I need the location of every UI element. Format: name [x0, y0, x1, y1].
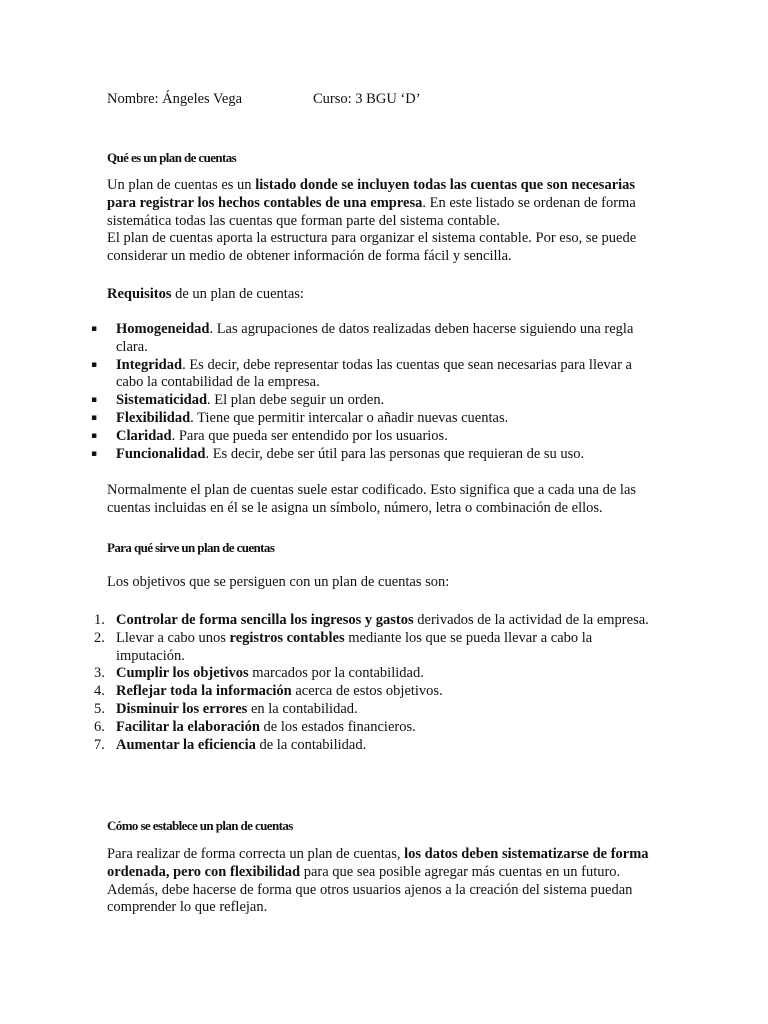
text-run: . Las agrupaciones de datos realizadas deben hacerse siguiendo una regla clara.: [116, 321, 634, 355]
objetivos-intro-paragraph: Los objetivos que se persiguen con un plan de cuentas son:: [107, 574, 450, 590]
bold-run: Sistematicidad: [116, 392, 208, 409]
bullet-icon: ▪: [91, 324, 98, 334]
bullet-icon: ▪: [91, 359, 98, 370]
codificado-paragraph: Normalmente el plan de cuentas suele estar codificado. Esto significa que a cada una de las cuentas incluidas en él se le asigna un símbolo, número, letra o combinación de ellos.: [107, 482, 637, 516]
list-item: [0, 737, 656, 755]
list-item: [0, 357, 656, 393]
list-item: [0, 683, 656, 701]
section-heading-para-que-sirve: Para qué sirve un plan de cuentas: [107, 540, 275, 555]
bold-run: Requisitos: [107, 286, 172, 302]
list-number: 6.: [94, 718, 105, 735]
text-run: . Para que pueda ser entendido por los usuarios.: [171, 427, 448, 444]
establecimiento-paragraph: [107, 846, 659, 917]
list-item: [0, 392, 656, 410]
bold-run: los datos deben sistematizarse de forma ordenada, pero con flexibilidad: [107, 846, 649, 880]
bold-run: Reflejar toda la información: [116, 683, 292, 700]
text-run: marcados por la contabilidad.: [248, 665, 424, 682]
objetivos-intro: [107, 574, 659, 592]
list-item: [0, 321, 656, 357]
list-item: [0, 410, 656, 428]
requisitos-list: [0, 321, 768, 463]
bold-run: Flexibilidad: [116, 409, 191, 426]
text-run: de la contabilidad.: [255, 736, 367, 753]
text-run: . Tiene que permitir intercalar o añadir nuevas cuentas.: [190, 409, 509, 426]
bold-run: Controlar de forma sencilla los ingresos y gastos: [116, 612, 414, 628]
bullet-icon: ▪: [91, 430, 98, 441]
bold-run: Integridad: [116, 356, 183, 373]
text-run: . En este listado se ordenan de forma sistemática todas las cuentas que forman parte del sistema contable.: [107, 194, 636, 229]
list-number: 4.: [94, 683, 105, 700]
list-item: [0, 446, 656, 464]
list-item: [0, 665, 656, 683]
list-number: 1.: [94, 612, 105, 628]
text-run: . Es decir, debe ser útil para las personas que requieran de su uso.: [205, 445, 585, 462]
text-run: Para realizar de forma correcta un plan de cuentas,: [107, 846, 405, 862]
section3-body: [107, 846, 659, 917]
text-run: en la contabilidad.: [247, 700, 358, 717]
bold-run: Homogeneidad: [116, 321, 210, 337]
list-item: [0, 612, 656, 630]
text-run: . Es decir, debe representar todas las cuentas que sean necesarias para llevar a cabo la contabilidad de la empresa.: [116, 356, 632, 391]
bold-run: Aumentar la eficiencia: [116, 736, 256, 753]
text-run: acerca de estos objetivos.: [291, 683, 443, 700]
student-name: Nombre: Ángeles Vega: [107, 91, 243, 107]
objetivos-list: [0, 612, 768, 754]
bold-run: Disminuir los errores: [116, 700, 248, 717]
bold-run: Claridad: [116, 427, 172, 444]
student-course: Curso: 3 BGU ‘D’: [313, 91, 421, 107]
list-item: [0, 630, 656, 666]
text-run: de un plan de cuentas:: [171, 286, 304, 302]
list-number: 3.: [94, 665, 105, 682]
bold-run: Cumplir los objetivos: [116, 665, 249, 682]
bold-run: listado donde se incluyen todas las cuentas que son necesarias para registrar los hechos contables de una empresa: [107, 177, 636, 211]
bullet-icon: ▪: [91, 412, 98, 423]
text-run: Llevar a cabo unos: [116, 629, 230, 646]
section1-body: [107, 177, 659, 266]
text-run: de los estados financieros.: [259, 718, 416, 735]
text-run: mediante los que se pueda llevar a cabo la imputación.: [116, 629, 593, 664]
list-item: [0, 428, 656, 446]
text-run: Un plan de cuentas es un: [107, 177, 256, 193]
requisitos-intro: [107, 286, 659, 304]
list-number: 7.: [94, 736, 105, 753]
codificado-block: [107, 482, 659, 518]
section-heading-que-es: Qué es un plan de cuentas: [107, 150, 237, 165]
text-run: . El plan debe seguir un orden.: [207, 392, 385, 409]
definition-paragraph: [107, 177, 659, 230]
list-number: 2.: [94, 629, 105, 646]
structure-paragraph: El plan de cuentas aporta la estructura para organizar el sistema contable. Por eso, se puede considerar un medio de obtener información de forma fácil y sencilla.: [107, 230, 637, 265]
bold-run: Facilitar la elaboración: [116, 718, 260, 735]
list-item: [0, 719, 656, 737]
section-heading-como-se-establece: Cómo se establece un plan de cuentas: [107, 818, 293, 833]
list-item: [0, 701, 656, 719]
text-run: para que sea posible agregar más cuentas en un futuro. Además, debe hacerse de forma que otros usuarios ajenos a la creación del sistema puedan comprender lo que reflejan.: [107, 863, 633, 916]
list-number: 5.: [94, 700, 105, 717]
bold-run: Funcionalidad: [116, 445, 206, 462]
bold-run: registros contables: [229, 629, 345, 646]
bullet-icon: ▪: [91, 395, 98, 406]
bullet-icon: ▪: [91, 448, 98, 459]
text-run: derivados de la actividad de la empresa.: [413, 612, 649, 628]
